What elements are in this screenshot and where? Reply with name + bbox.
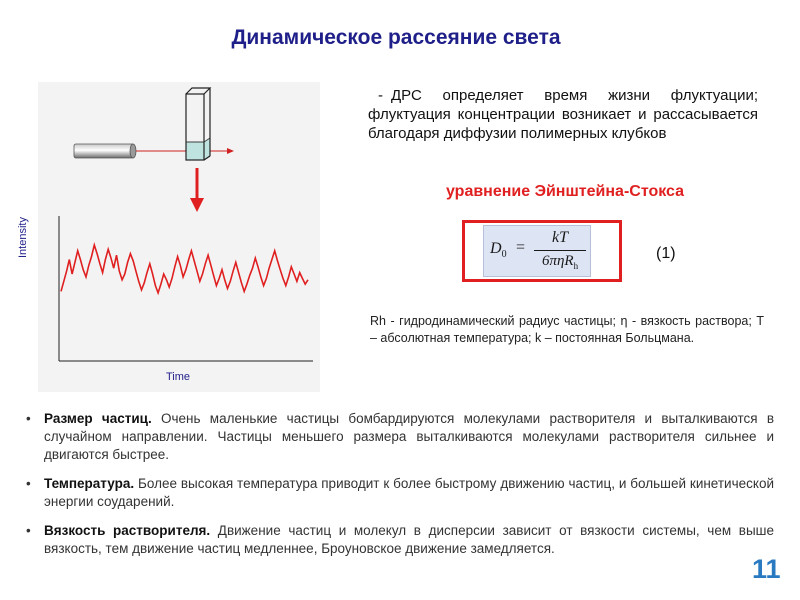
y-axis-label: Intensity <box>17 217 29 258</box>
equation-title: уравнение Эйнштейна-Стокса <box>445 183 685 200</box>
equation-number: (1) <box>656 245 676 262</box>
equation-denominator <box>534 253 586 271</box>
bullet-text: Движение частиц и молекул в дисперсии зависит от вязкости системы, чем выше вязкость, тем движение частиц медленнее, Броуновское движение замедляется. <box>44 523 774 556</box>
bullet-item-temperature <box>24 475 774 511</box>
bullet-text: Очень маленькие частицы бомбардируются молекулами растворителя и выталкиваются в случайном направлении. Частицы меньшего размера выталкиваются молекулами растворителя сильнее и двигаются быстрее. <box>44 411 774 462</box>
intro-text: ДРС определяет время жизни флуктуации; флуктуация концентрации возникает и рассасывается благодаря диффузии полимерных клубков <box>368 87 758 142</box>
signal-plot <box>59 216 313 361</box>
laser-source <box>74 144 136 158</box>
dls-diagram <box>38 82 320 392</box>
equation-lhs-subscript: 0 <box>501 249 507 261</box>
page-number: 11 <box>752 554 781 584</box>
dls-illustration <box>38 82 320 392</box>
down-arrow <box>190 168 204 212</box>
intro-paragraph <box>368 86 758 143</box>
bullet-marker: • <box>26 411 31 426</box>
equation-denominator-text: 6πηR <box>541 253 574 269</box>
bullet-lead: Температура. <box>44 476 135 491</box>
bullet-item-viscosity <box>24 522 774 558</box>
equation-fraction <box>534 229 586 271</box>
bullet-item-size <box>24 410 774 464</box>
equation-denominator-subscript: h <box>573 261 579 271</box>
x-axis-label: Time <box>166 371 191 383</box>
fraction-bar <box>534 250 586 251</box>
bullet-marker: • <box>26 523 31 538</box>
equation-lhs-symbol: D <box>490 240 502 257</box>
sample-cuvette <box>186 88 210 160</box>
intro-dash: - <box>378 87 383 104</box>
page-title: Динамическое рассеяние света <box>231 26 561 49</box>
bullet-marker: • <box>26 476 31 491</box>
equation-numerator: kT <box>552 229 568 246</box>
bullet-list <box>24 410 774 569</box>
equation-lhs <box>490 240 507 260</box>
beam-arrowhead <box>227 148 234 154</box>
intensity-signal-line <box>61 245 308 293</box>
bullet-lead: Вязкость растворителя. <box>44 523 211 538</box>
bullet-lead: Размер частиц. <box>44 411 152 426</box>
equation-equals: = <box>516 239 526 256</box>
bullet-text: Более высокая температура приводит к более быстрому движению частиц, и большей кинетической энергии соударений. <box>44 476 774 509</box>
equation-box <box>462 220 622 282</box>
variable-legend: Rh - гидродинамический радиус частицы; η - вязкость раствора; Т – абсолютная температура; k – постоянная Больцмана. <box>370 314 764 345</box>
equation-formula <box>483 225 591 277</box>
